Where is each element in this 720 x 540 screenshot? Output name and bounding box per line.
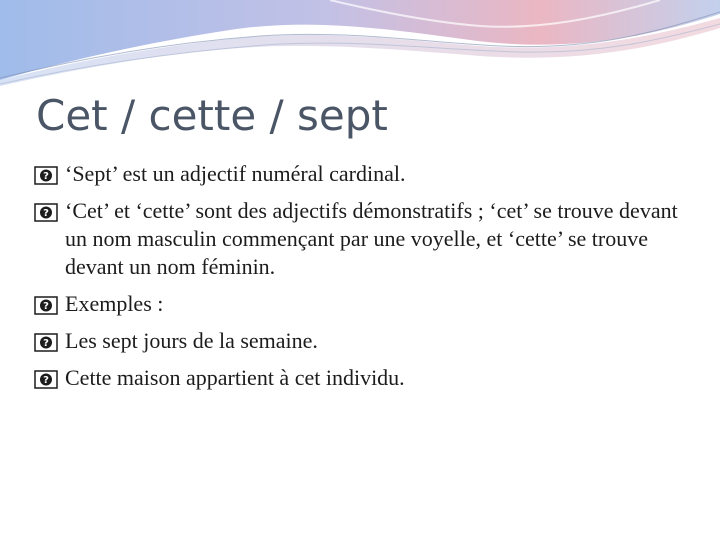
bullet-item [33,364,693,392]
header-wave-decoration [0,0,720,90]
slide-title: Cet / cette / sept [36,91,388,140]
bullet-item [33,197,693,281]
missing-glyph-icon [33,164,59,186]
missing-glyph-icon [33,294,59,316]
svg-text:?: ? [43,338,49,349]
bullet-text: Exemples : [65,291,164,316]
bullet-item [33,327,693,355]
bullet-text: Les sept jours de la semaine. [65,328,318,353]
bullet-item [33,160,693,188]
svg-text:?: ? [43,208,49,219]
bullet-text: Cette maison appartient à cet individu. [65,365,405,390]
missing-glyph-icon [33,368,59,390]
missing-glyph-icon [33,201,59,223]
missing-glyph-icon [33,331,59,353]
svg-text:?: ? [43,171,49,182]
bullet-text: ‘Cet’ et ‘cette’ sont des adjectifs démonstratifs ; ‘cet’ se trouve devant un nom masculin commençant par une voyelle, et ‘cette’ se trouve devant un nom féminin. [65,198,678,279]
svg-text:?: ? [43,301,49,312]
bullet-list [33,160,693,401]
bullet-item [33,290,693,318]
bullet-text: ‘Sept’ est un adjectif numéral cardinal. [65,161,406,186]
svg-text:?: ? [43,375,49,386]
